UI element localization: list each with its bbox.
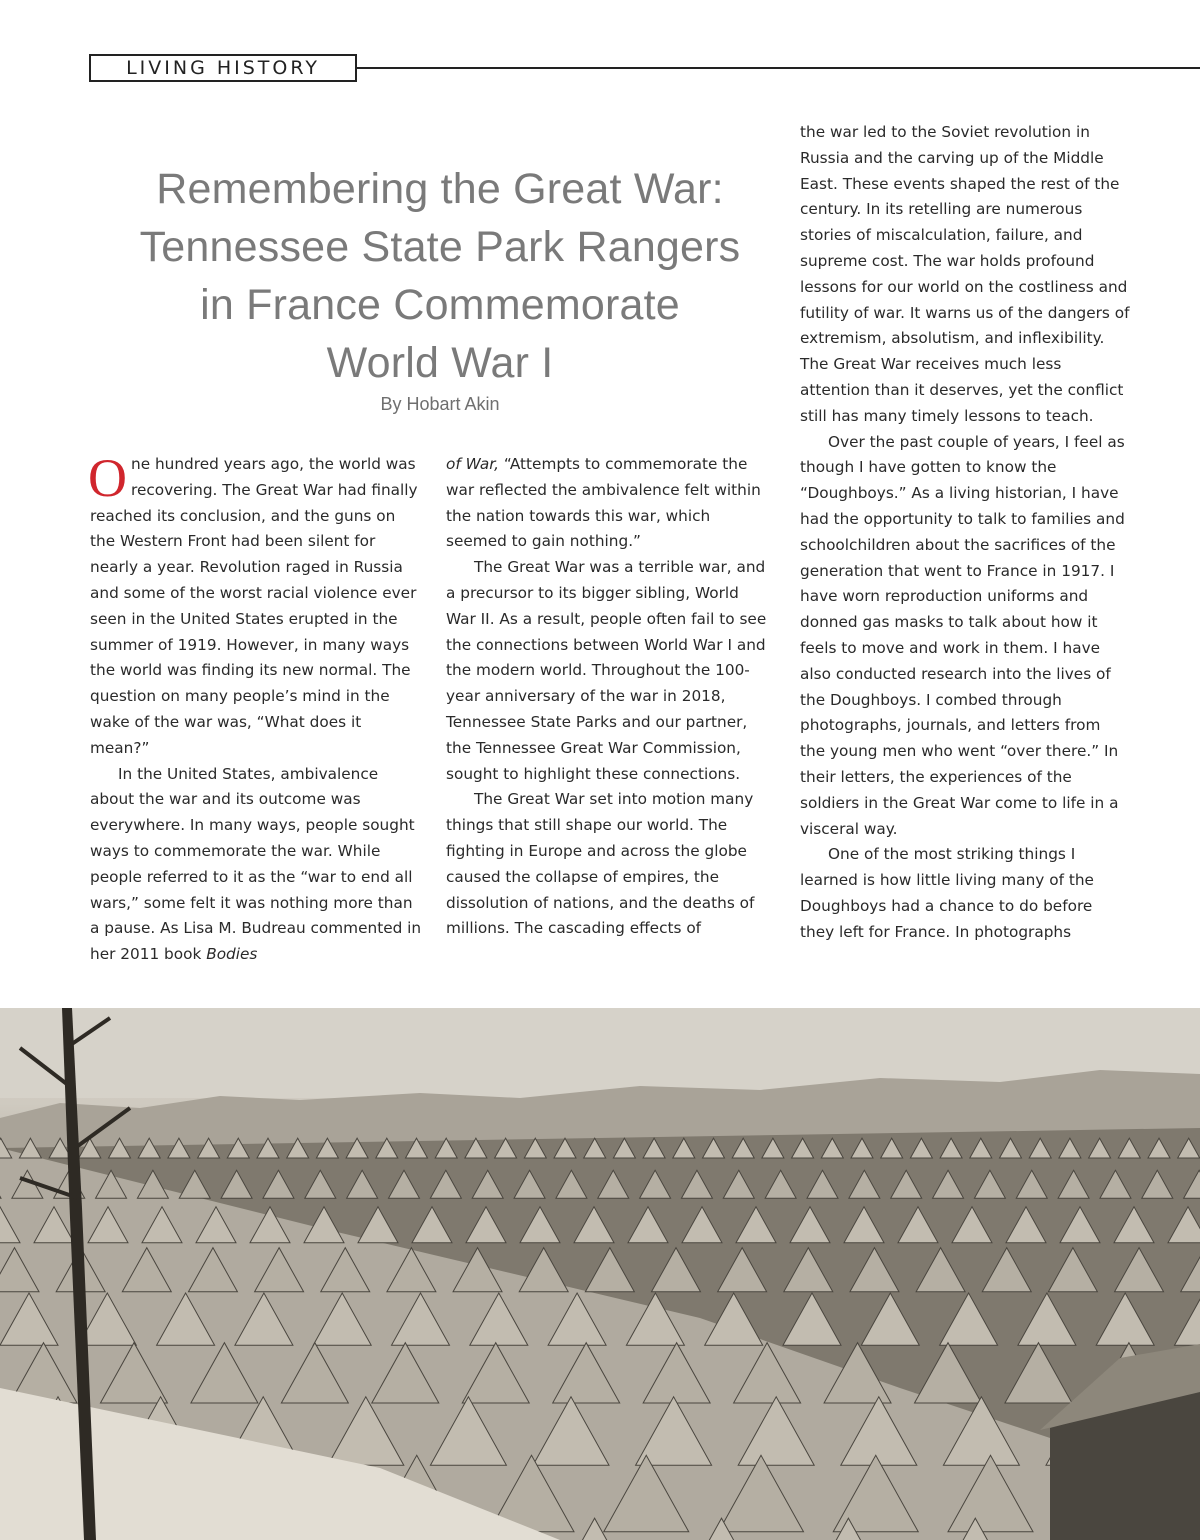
paragraph: [90, 762, 422, 968]
paragraph: [800, 120, 1130, 430]
paragraph-text: The Great War set into motion many things that still shape our world. The fighting in Europe and across the globe caused the collapse of empires, the dissolution of nations, and the deaths of millions. The cascading effects of: [446, 790, 755, 938]
paragraph-text: “Attempts to commemorate the war reflected the ambivalence felt within the nation towards this war, which seemed to gain nothing.”: [446, 455, 761, 551]
tent-camp-photo: [0, 1008, 1200, 1540]
book-title-italic: Bodies: [206, 945, 258, 964]
title-line: Tennessee State Park Rangers: [139, 223, 741, 271]
paragraph-text: One of the most striking things I learned is how little living many of the Doughboys had a chance to do before they left for France. In photographs: [800, 845, 1094, 941]
header-rule: [356, 67, 1200, 69]
title-line: World War I: [326, 339, 554, 387]
dropcap: O: [88, 448, 127, 508]
paragraph-text: In the United States, ambivalence about the war and its outcome was everywhere. In many ways, people sought ways to commemorate the war. While people referred to it as the “war to end all wars,” some felt it was nothing more than a pause. As Lisa M. Budreau commented in her 2011 book: [90, 764, 422, 964]
paragraph-text: Over the past couple of years, I feel as though I have gotten to know the “Doughboys.” As a living historian, I have had the opportunity to talk to families and schoolchildren about the sacrifices of the generation that went to France in 1917. I have worn reproduction uniforms and donned gas masks to talk about how it feels to move and work in them. I have also conducted research into the lives of the Doughboys. I combed through photographs, journals, and letters from the young men who went “over there.” In their letters, the experiences of the soldiers in the Great War come to life in a visceral way.: [800, 432, 1125, 838]
paragraph-text: The Great War was a terrible war, and a precursor to its bigger sibling, World War II. As a result, people often fail to see the connections between World War I and the modern world. Throughout the 100-year anniversary of the war in 2018, Tennessee State Parks and our partner, the Tennessee Great War Commission, sought to highlight these connections.: [446, 558, 767, 783]
paragraph-text: the war led to the Soviet revolution in Russia and the carving up of the Middle East. These events shaped the rest of the century. In its retelling are numerous stories of miscalculation, failure, and supreme cost. The war holds profound lessons for our world on the costliness and futility of war. It warns us of the dangers of extremism, absolutism, and inflexibility. The Great War receives much less attention than it deserves, yet the conflict still has many timely lessons to teach.: [800, 123, 1130, 425]
article-column-3: [800, 120, 1130, 946]
book-title-italic: of War,: [446, 455, 500, 473]
byline: By Hobart Akin: [380, 394, 500, 414]
paragraph: [446, 555, 772, 787]
article-column-1: [88, 448, 422, 968]
paragraph: [800, 430, 1130, 843]
article-column-2: [446, 452, 772, 942]
paragraph: [88, 448, 422, 762]
article-title: [90, 160, 790, 392]
section-label: LIVING HISTORY: [89, 54, 357, 82]
paragraph-text: ne hundred years ago, the world was recovering. The Great War had finally reached its conclusion, and the guns on the Western Front had been silent for nearly a year. Revolution raged in Russia and some of the worst racial violence ever seen in the United States erupted in the summer of 1919. However, in many ways the world was finding its new normal. The question on many people’s mind in the wake of the war was, “What does it mean?”: [90, 455, 418, 757]
paragraph: [446, 452, 772, 555]
title-line: Remembering the Great War:: [156, 165, 724, 213]
paragraph: [446, 787, 772, 942]
title-line: in France Commemorate: [200, 281, 680, 329]
historic-photograph: [0, 1008, 1200, 1540]
paragraph: [800, 842, 1130, 945]
